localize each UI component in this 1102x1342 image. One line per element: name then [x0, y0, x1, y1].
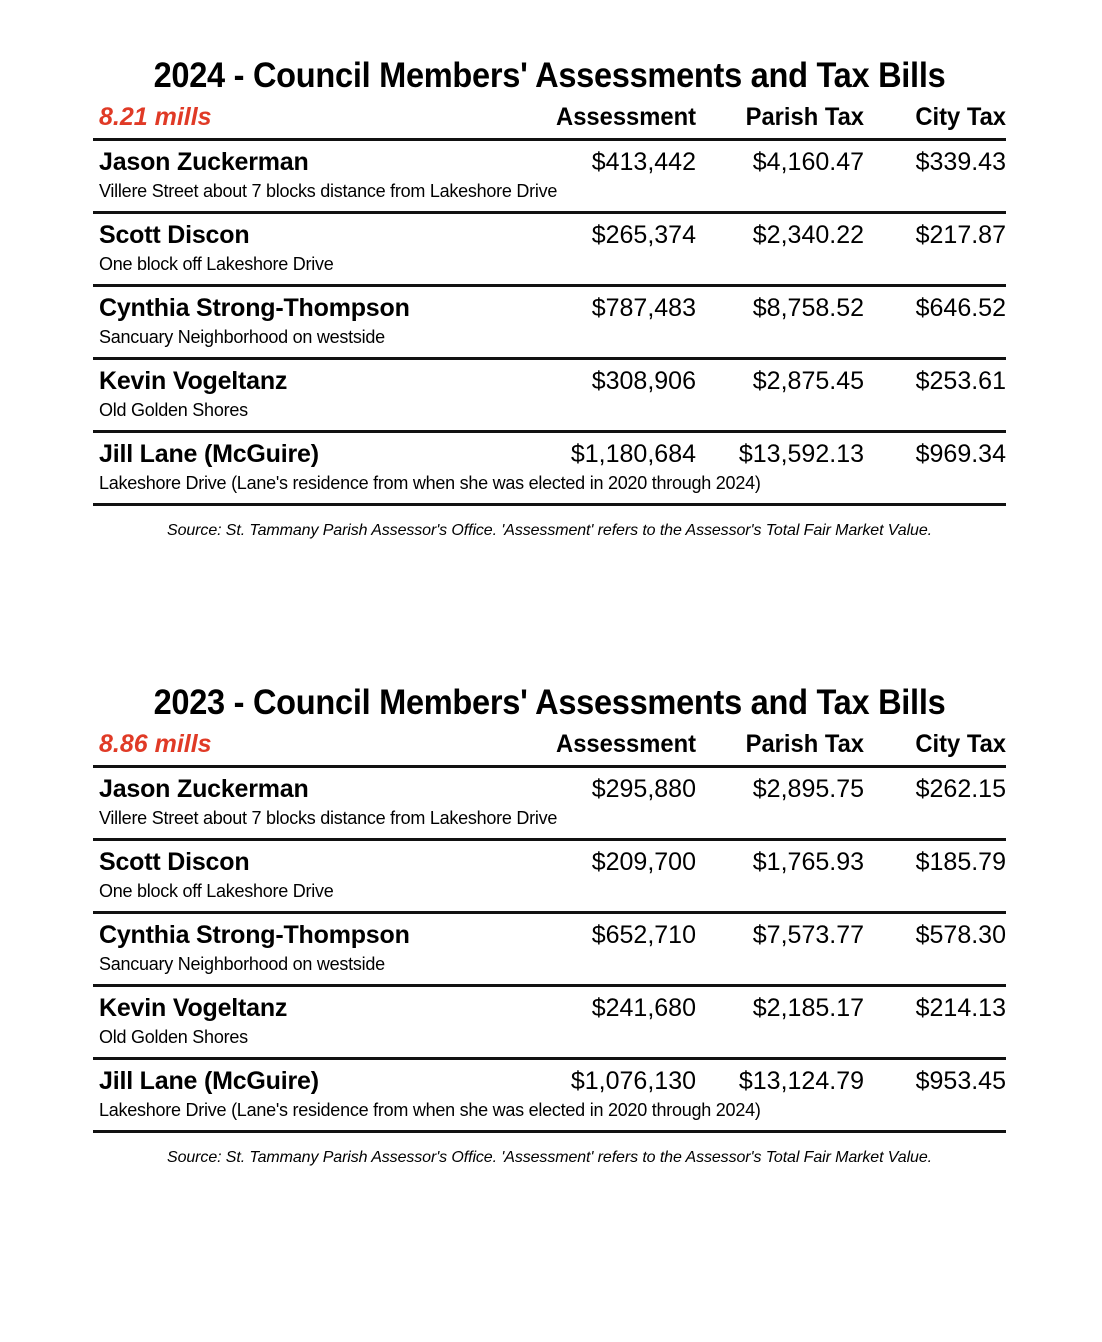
parish-tax-value: $2,875.45 — [752, 367, 864, 396]
member-location-note: Lakeshore Drive (Lane's residence from when she was elected in 2020 through 2024) — [93, 1096, 1006, 1132]
table-note-row — [93, 1096, 1006, 1132]
assessment-value: $265,374 — [591, 221, 696, 250]
table-row — [93, 432, 1006, 470]
member-location-note: Villere Street about 7 blocks distance from Lakeshore Drive — [93, 804, 1006, 840]
assessment-value: $1,180,684 — [570, 440, 696, 469]
member-location-note: Lakeshore Drive (Lane's residence from when she was elected in 2020 through 2024) — [93, 469, 1006, 505]
city-tax-value: $214.13 — [915, 994, 1006, 1023]
table-note-row — [93, 469, 1006, 505]
city-tax-value: $969.34 — [915, 440, 1006, 469]
member-name: Cynthia Strong-Thompson — [99, 921, 410, 950]
table-note-row — [93, 177, 1006, 213]
assessment-value: $209,700 — [591, 848, 696, 877]
member-location-note: One block off Lakeshore Drive — [93, 250, 1006, 286]
member-name: Jill Lane (McGuire) — [99, 440, 319, 469]
city-tax-value: $953.45 — [915, 1067, 1006, 1096]
member-name: Scott Discon — [99, 848, 250, 877]
member-name: Scott Discon — [99, 221, 250, 250]
table-block-2024 — [93, 56, 1006, 540]
table-source-row — [93, 505, 1006, 541]
member-name: Kevin Vogeltanz — [99, 367, 288, 396]
city-tax-value: $578.30 — [915, 921, 1006, 950]
table-source-row — [93, 1132, 1006, 1168]
page-title-2023: 2023 - Council Members' Assessments and Tax Bills — [153, 683, 946, 722]
table-row — [93, 767, 1006, 805]
member-name: Jason Zuckerman — [99, 148, 309, 177]
parish-tax-value: $13,592.13 — [738, 440, 864, 469]
parish-tax-value: $8,758.52 — [752, 294, 864, 323]
member-location-note: Sancuary Neighborhood on westside — [93, 950, 1006, 986]
city-tax-value: $646.52 — [915, 294, 1006, 323]
assessment-value: $308,906 — [591, 367, 696, 396]
assessment-value: $413,442 — [591, 148, 696, 177]
millage-rate-2024: 8.21 mills — [93, 101, 518, 140]
column-header-city-tax: City Tax — [871, 728, 1006, 767]
parish-tax-value: $4,160.47 — [752, 148, 864, 177]
parish-tax-value: $2,340.22 — [752, 221, 864, 250]
assessment-value: $295,880 — [591, 775, 696, 804]
source-note: Source: St. Tammany Parish Assessor's Office. 'Assessment' refers to the Assessor's Total Fair Market Value. — [167, 522, 932, 540]
city-tax-value: $185.79 — [915, 848, 1006, 877]
table-note-row — [93, 1023, 1006, 1059]
column-header-parish-tax: Parish Tax — [704, 101, 864, 140]
table-row — [93, 359, 1006, 397]
column-header-assessment: Assessment — [527, 101, 696, 140]
table-note-row — [93, 950, 1006, 986]
city-tax-value: $253.61 — [915, 367, 1006, 396]
assessment-value: $241,680 — [591, 994, 696, 1023]
table-row — [93, 286, 1006, 324]
page-title-2024: 2024 - Council Members' Assessments and Tax Bills — [153, 56, 946, 95]
assessment-value: $1,076,130 — [570, 1067, 696, 1096]
city-tax-value: $217.87 — [915, 221, 1006, 250]
table-note-row — [93, 877, 1006, 913]
city-tax-value: $262.15 — [915, 775, 1006, 804]
column-header-parish-tax: Parish Tax — [704, 728, 864, 767]
table-note-row — [93, 396, 1006, 432]
member-location-note: Old Golden Shores — [93, 1023, 1006, 1059]
parish-tax-value: $2,895.75 — [752, 775, 864, 804]
assessment-value: $652,710 — [591, 921, 696, 950]
assessment-value: $787,483 — [591, 294, 696, 323]
member-location-note: One block off Lakeshore Drive — [93, 877, 1006, 913]
table-note-row — [93, 250, 1006, 286]
table-header-row — [93, 101, 1006, 140]
table-row — [93, 913, 1006, 951]
parish-tax-value: $1,765.93 — [752, 848, 864, 877]
table-row — [93, 1059, 1006, 1097]
source-note: Source: St. Tammany Parish Assessor's Office. 'Assessment' refers to the Assessor's Total Fair Market Value. — [167, 1149, 932, 1167]
member-location-note: Old Golden Shores — [93, 396, 1006, 432]
table-row — [93, 986, 1006, 1024]
table-note-row — [93, 804, 1006, 840]
member-name: Cynthia Strong-Thompson — [99, 294, 410, 323]
column-header-assessment: Assessment — [527, 728, 696, 767]
member-name: Kevin Vogeltanz — [99, 994, 288, 1023]
table-header-row — [93, 728, 1006, 767]
parish-tax-value: $2,185.17 — [752, 994, 864, 1023]
member-location-note: Sancuary Neighborhood on westside — [93, 323, 1006, 359]
column-header-city-tax: City Tax — [871, 101, 1006, 140]
table-row — [93, 213, 1006, 251]
member-location-note: Villere Street about 7 blocks distance from Lakeshore Drive — [93, 177, 1006, 213]
assessments-table-2023 — [93, 728, 1006, 1167]
city-tax-value: $339.43 — [915, 148, 1006, 177]
parish-tax-value: $13,124.79 — [738, 1067, 864, 1096]
member-name: Jason Zuckerman — [99, 775, 309, 804]
member-name: Jill Lane (McGuire) — [99, 1067, 319, 1096]
table-row — [93, 140, 1006, 178]
table-row — [93, 840, 1006, 878]
millage-rate-2023: 8.86 mills — [93, 728, 518, 767]
assessments-table-2024 — [93, 101, 1006, 540]
table-note-row — [93, 323, 1006, 359]
parish-tax-value: $7,573.77 — [752, 921, 864, 950]
table-block-2023 — [93, 683, 1006, 1167]
